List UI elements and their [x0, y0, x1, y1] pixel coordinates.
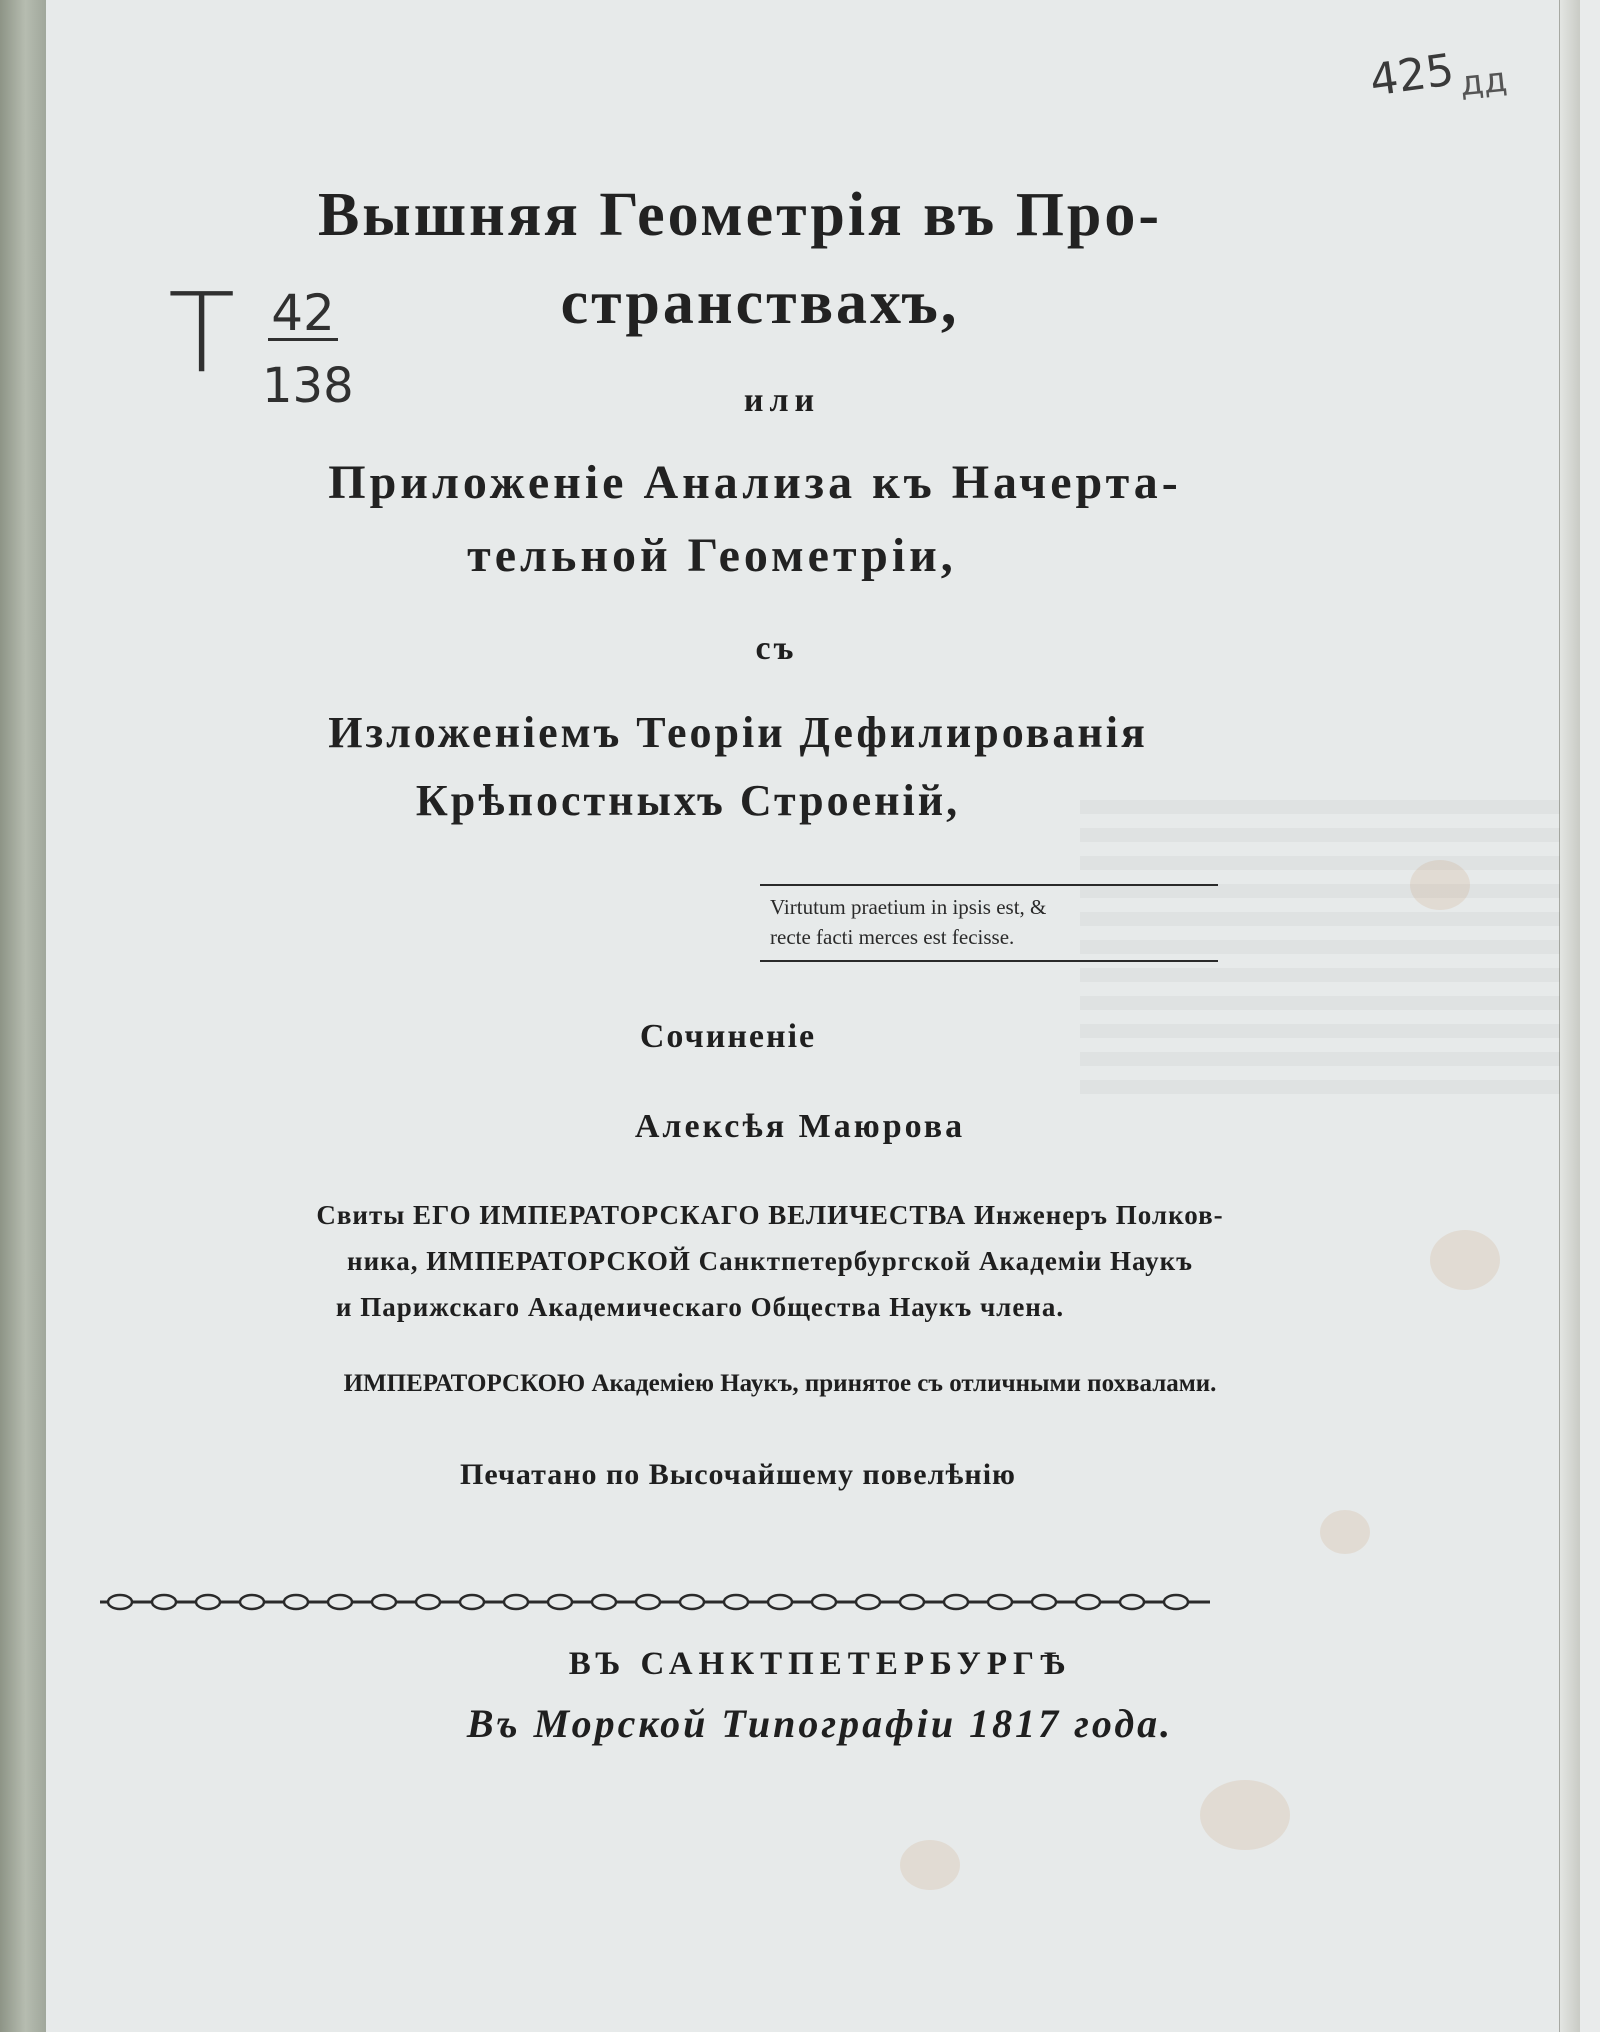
- ornament-bead: [196, 1595, 220, 1609]
- corner-mark: дд: [1458, 59, 1509, 105]
- imprint-city: ВЪ САНКТПЕТЕРБУРГѢ: [568, 1646, 1072, 1682]
- ornament-bead: [768, 1595, 792, 1609]
- ornament-bead: [504, 1595, 528, 1609]
- title-line-4: тельной Геометріи,: [467, 529, 957, 582]
- foxing-stain: [1200, 1780, 1290, 1850]
- motto-line-2: recte facti merces est fecisse.: [770, 925, 1015, 949]
- ornament-bead: [416, 1595, 440, 1609]
- title-connector: или: [743, 382, 821, 419]
- motto-line-1: Virtutum praetium in ipsis est, &: [770, 895, 1047, 919]
- ornament-bead: [1164, 1595, 1188, 1609]
- ornament-bead: [680, 1595, 704, 1609]
- ornament-bead: [1120, 1595, 1144, 1609]
- imprint-press: Въ Морской Типографіи 1817 года.: [466, 1701, 1174, 1746]
- ornament-bead: [900, 1595, 924, 1609]
- ornament-bead: [372, 1595, 396, 1609]
- ornament-bead: [1076, 1595, 1100, 1609]
- author-credentials-1: Свиты ЕГО ИМПЕРАТОРСКАГО ВЕЛИЧЕСТВА Инженеръ Полков-: [316, 1200, 1224, 1230]
- ornament-bead: [724, 1595, 748, 1609]
- ornament-bead: [152, 1595, 176, 1609]
- author-credentials-2: ника, ИМПЕРАТОРСКОЙ Санктпетербургской Академіи Наукъ: [347, 1246, 1193, 1276]
- ornament-bead: [944, 1595, 968, 1609]
- ornament-bead: [636, 1595, 660, 1609]
- ornament-bead: [548, 1595, 572, 1609]
- ornament-bead: [1032, 1595, 1056, 1609]
- ornament-bead: [108, 1595, 132, 1609]
- title-line-3: Приложеніе Анализа къ Начерта-: [328, 456, 1182, 509]
- ornament-bead: [240, 1595, 264, 1609]
- title-line-1: Вышняя Геометрія въ Про-: [317, 181, 1163, 249]
- title-line-5: Изложеніемъ Теоріи Дефилированія: [328, 708, 1148, 757]
- ornamental-rule: [100, 1580, 1210, 1624]
- ornament-bead: [284, 1595, 308, 1609]
- ornament-bead: [328, 1595, 352, 1609]
- foxing-stain: [1320, 1510, 1370, 1554]
- latin-motto: [760, 884, 1218, 962]
- work-label: Сочиненіе: [639, 1018, 817, 1055]
- academy-approval: ИМПЕРАТОРСКОЮ Академіею Наукъ, принятое съ отличными похвалами.: [343, 1370, 1217, 1397]
- shelfmark-numerator: 42: [268, 288, 338, 341]
- ornament-bead: [460, 1595, 484, 1609]
- foxing-stain: [900, 1840, 960, 1890]
- shelfmark-letter: Т: [168, 269, 236, 397]
- author-name: Алексѣя Маюрова: [634, 1108, 966, 1145]
- shelfmark-denominator: 138: [262, 358, 354, 414]
- printed-by-order: Печатано по Высочайшему повелѣнію: [460, 1458, 1016, 1491]
- ornament-bead: [856, 1595, 880, 1609]
- ornament-bead: [988, 1595, 1012, 1609]
- ornament-bead: [592, 1595, 616, 1609]
- title-line-6: Крѣпостныхъ Строеній,: [415, 776, 961, 825]
- corner-inventory-number: 425: [1366, 44, 1458, 107]
- title-with: съ: [755, 630, 797, 667]
- ornament-bead: [812, 1595, 836, 1609]
- author-credentials-3: и Парижскаго Академическаго Общества Наукъ члена.: [335, 1292, 1065, 1322]
- title-line-2: странствахъ,: [560, 269, 960, 337]
